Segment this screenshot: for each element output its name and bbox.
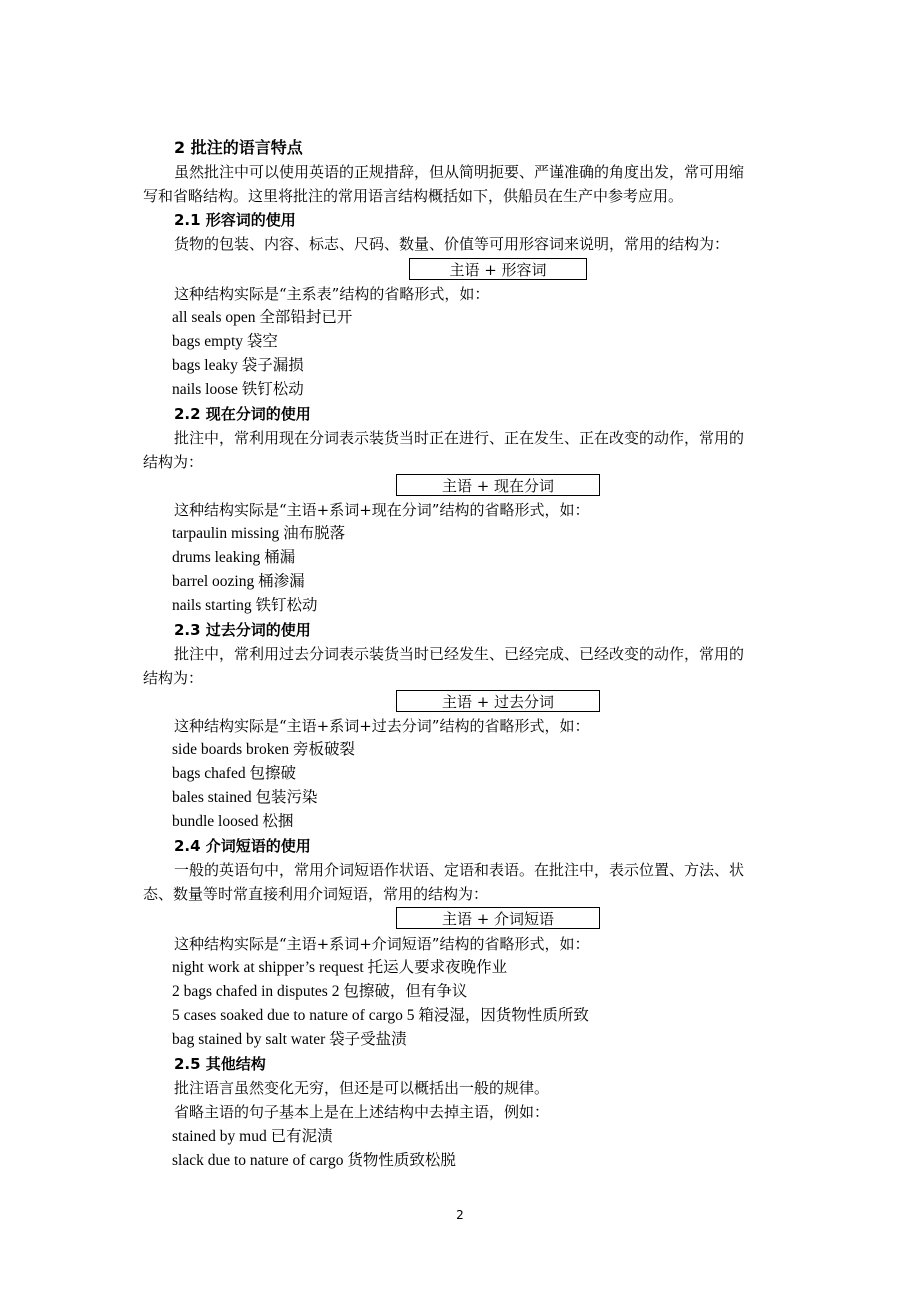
- example-item: night work at shipper’s request 托运人要求夜晚作业: [172, 959, 508, 976]
- section-2-5-line-2: 省略主语的句子基本上是在上述结构中去掉主语，例如：: [174, 1103, 550, 1121]
- example-item: bags empty 袋空: [172, 333, 278, 350]
- example-item: drums leaking 桶漏: [172, 549, 296, 566]
- section-2-5-title: 2.5 其他结构: [174, 1055, 266, 1073]
- example-item: bags chafed 包擦破: [172, 765, 296, 782]
- example-item: barrel oozing 桶渗漏: [172, 573, 305, 590]
- section-2-1-intro: 货物的包装、内容、标志、尺码、数量、价值等可用形容词来说明，常用的结构为：: [174, 235, 730, 253]
- example-item: all seals open 全部铅封已开: [172, 309, 353, 326]
- section-2-4-title: 2.4 介词短语的使用: [174, 837, 311, 855]
- section-2-5-line-1: 批注语言虽然变化无穷，但还是可以概括出一般的规律。: [174, 1079, 550, 1097]
- example-item: 5 cases soaked due to nature of cargo 5 箱浸湿，因货物性质所致: [172, 1007, 589, 1024]
- section-2-1-formula-box: 主语 + 形容词: [409, 258, 587, 280]
- example-item: bags leaky 袋子漏损: [172, 357, 304, 374]
- section-2-title: 2 批注的语言特点: [174, 138, 303, 157]
- section-2-1-title: 2.1 形容词的使用: [174, 211, 296, 229]
- section-2-intro-line-2: 写和省略结构。这里将批注的常用语言结构概括如下，供船员在生产中参考应用。: [143, 187, 684, 205]
- section-2-3-formula-box: 主语 + 过去分词: [396, 690, 600, 712]
- page-number: 2: [456, 1208, 464, 1222]
- section-2-2-note: 这种结构实际是“主语+系词+现在分词”结构的省略形式，如：: [174, 501, 590, 519]
- section-2-4-intro-line-1: 一般的英语句中，常用介词短语作状语、定语和表语。在批注中，表示位置、方法、状: [174, 861, 745, 879]
- section-2-intro-line-1: 虽然批注中可以使用英语的正规措辞，但从简明扼要、严谨准确的角度出发，常可用缩: [174, 163, 745, 181]
- example-item: 2 bags chafed in disputes 2 包擦破，但有争议: [172, 983, 468, 1000]
- example-item: stained by mud 已有泥渍: [172, 1128, 333, 1145]
- section-2-4-formula-box: 主语 + 介词短语: [396, 907, 600, 929]
- example-item: bag stained by salt water 袋子受盐渍: [172, 1031, 407, 1048]
- section-2-4-note: 这种结构实际是“主语+系词+介词短语”结构的省略形式，如：: [174, 935, 590, 953]
- example-item: nails starting 铁钉松动: [172, 597, 318, 614]
- example-item: bales stained 包装污染: [172, 789, 318, 806]
- section-2-3-title: 2.3 过去分词的使用: [174, 621, 311, 639]
- section-2-4-intro-line-2: 态、数量等时常直接利用介词短语，常用的结构为：: [143, 885, 489, 903]
- section-2-1-note: 这种结构实际是“主系表”结构的省略形式，如：: [174, 285, 490, 303]
- example-item: tarpaulin missing 油布脱落: [172, 525, 346, 542]
- example-item: side boards broken 旁板破裂: [172, 741, 355, 758]
- example-item: nails loose 铁钉松动: [172, 381, 304, 398]
- section-2-3-intro-line-1: 批注中，常利用过去分词表示装货当时已经发生、已经完成、已经改变的动作，常用的: [174, 645, 745, 663]
- section-2-3-note: 这种结构实际是“主语+系词+过去分词”结构的省略形式，如：: [174, 717, 590, 735]
- section-2-2-intro-line-1: 批注中，常利用现在分词表示装货当时正在进行、正在发生、正在改变的动作，常用的: [174, 429, 745, 447]
- section-2-3-intro-line-2: 结构为：: [143, 669, 204, 687]
- section-2-2-formula-box: 主语 + 现在分词: [396, 474, 600, 496]
- example-item: slack due to nature of cargo 货物性质致松脱: [172, 1152, 456, 1169]
- section-2-2-intro-line-2: 结构为：: [143, 453, 204, 471]
- example-item: bundle loosed 松捆: [172, 813, 294, 830]
- section-2-2-title: 2.2 现在分词的使用: [174, 405, 311, 423]
